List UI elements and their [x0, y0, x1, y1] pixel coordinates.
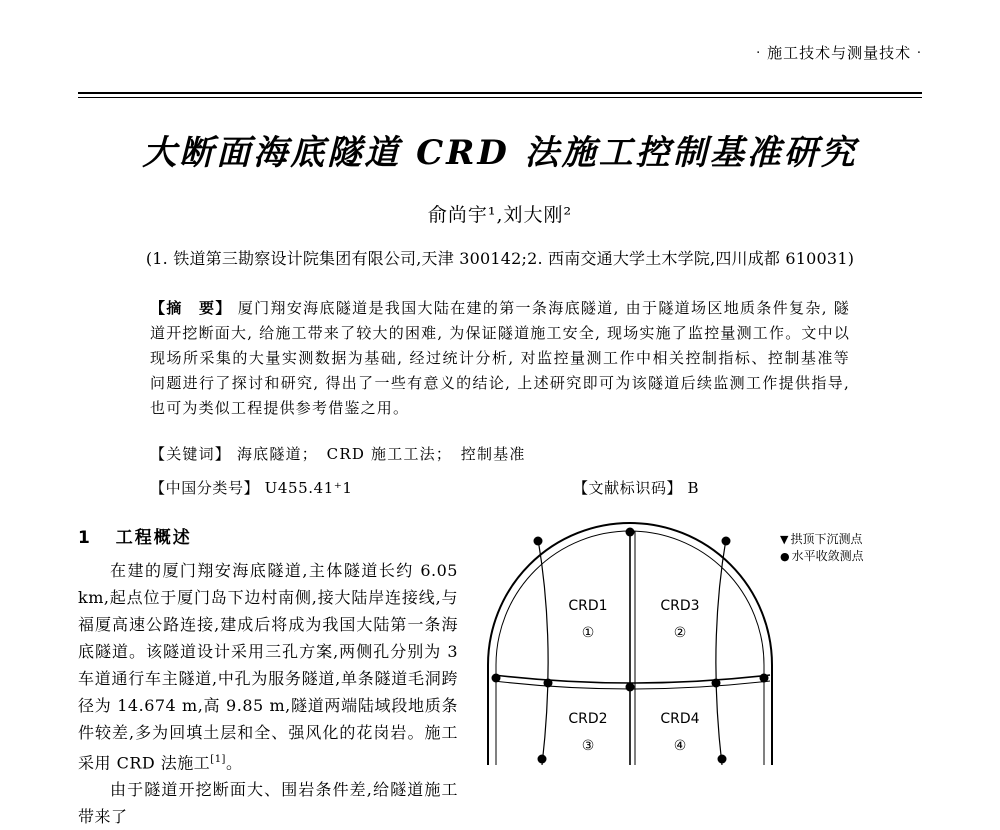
figure-block-label-4: CRD4	[660, 711, 700, 727]
abstract-label: 【摘 要】	[150, 299, 232, 317]
mid-partition	[494, 675, 770, 683]
figure-block-number-2: ③	[581, 738, 595, 754]
body-paragraph-1	[78, 557, 458, 776]
right-side-partition	[716, 539, 726, 765]
abstract-text: 厦门翔安海底隧道是我国大陆在建的第一条海底隧道, 由于隧道场区地质条件复杂, 隧道开挖断面大, 给施工带来了较大的困难, 为保证隧道施工安全, 现场实施了监控量测工作。文中以现场所采集的大量实测数据为基础, 经过统计分析, 对监控量测工作中相关控制指标、控制基准等问题进行了探讨和研究, 得出了一些有意义的结论, 上述研究即可为该隧道后续监测工作提供指导, 也可为类似工程提供参考借鉴之用。	[150, 299, 851, 417]
section-name: 工程概述	[115, 528, 192, 548]
figure-block-number-3: ②	[673, 625, 687, 641]
legend-label-convergence: 水平收敛测点	[791, 549, 864, 563]
measure-point-right-lower	[718, 755, 727, 764]
running-head-dot-left: ·	[756, 46, 762, 61]
affiliation: (1. 铁道第三勘察设计院集团有限公司,天津 300142;2. 西南交通大学土木学院,四川成都 610031)	[145, 249, 855, 268]
body-paragraph-1-tail: 。	[225, 753, 243, 773]
left-side-partition	[538, 539, 548, 765]
running-head-dot-right: ·	[916, 46, 922, 61]
legend-item-convergence	[780, 548, 864, 565]
figure-crd-cross-section	[480, 515, 930, 765]
legend-item-crown-settlement	[780, 531, 864, 548]
figure-block-number-1: ①	[581, 625, 595, 641]
measure-point-center-mid	[626, 683, 635, 692]
keywords-label: 【关键词】	[150, 445, 232, 463]
body-paragraph-2: 由于隧道开挖断面大、围岩条件差,给隧道施工带来了	[78, 780, 458, 827]
keywords-text: 海底隧道； CRD 施工工法； 控制基准	[236, 445, 526, 463]
clc-label: 【中国分类号】	[150, 479, 260, 497]
measure-point-left-mid	[492, 674, 501, 683]
header-divider	[78, 92, 922, 98]
running-head	[756, 42, 922, 63]
legend-label-crown-settlement: 拱顶下沉测点	[790, 532, 863, 546]
figure-block-label-1: CRD1	[568, 598, 608, 614]
reference-marker: [1]	[210, 754, 226, 765]
measure-point-right-center	[712, 679, 721, 688]
section-number: 1	[78, 528, 92, 548]
doc-type-value: B	[687, 479, 700, 497]
measure-point-crown	[626, 528, 635, 537]
running-head-text: 施工技术与测量技术	[767, 44, 912, 62]
author-names: 俞尚宇¹,刘大刚²	[427, 204, 573, 226]
figure-block-label-3: CRD3	[660, 598, 700, 614]
figure-block-label-2: CRD2	[568, 711, 608, 727]
measure-point-left-lower	[538, 755, 547, 764]
body-paragraph-1-text: 在建的厦门翔安海底隧道,主体隧道长约 6.05 km,起点位于厦门岛下边村南侧,接大陆岸连接线,与福厦高速公路连接,建成后将成为我国大陆第一条海底隧道。该隧道设计采用三孔方案,两侧孔分别为 3 车道通行车主隧道,中孔为服务隧道,单条隧道毛洞跨径为 14.674 m,高 9.85 m,隧道两端陆域段地质条件较差,多为回填土层和全、强风化的花岗岩。施工采用 CRD 法施工	[78, 561, 458, 773]
figure-block-number-4: ④	[673, 738, 687, 754]
keywords-block	[150, 443, 850, 464]
page-title: 大断面海底隧道 CRD 法施工控制基准研究	[142, 133, 858, 173]
doc-type-label: 【文献标识码】	[572, 479, 683, 497]
section-heading	[78, 523, 192, 548]
figure-drawing	[480, 515, 780, 765]
measure-point-left-upper	[534, 537, 543, 546]
abstract-block	[150, 296, 850, 421]
measure-point-right-upper	[722, 537, 731, 546]
triangle-down-icon: ▼	[780, 533, 789, 546]
clc-value: U455.41⁺1	[264, 479, 353, 497]
filled-circle-icon: ●	[780, 550, 790, 563]
measure-point-left-center	[544, 679, 553, 688]
classification-block	[150, 477, 910, 498]
measure-point-right-mid	[760, 674, 769, 683]
body-column-left	[78, 557, 458, 830]
author-list	[0, 200, 1000, 227]
figure-legend	[780, 531, 864, 565]
